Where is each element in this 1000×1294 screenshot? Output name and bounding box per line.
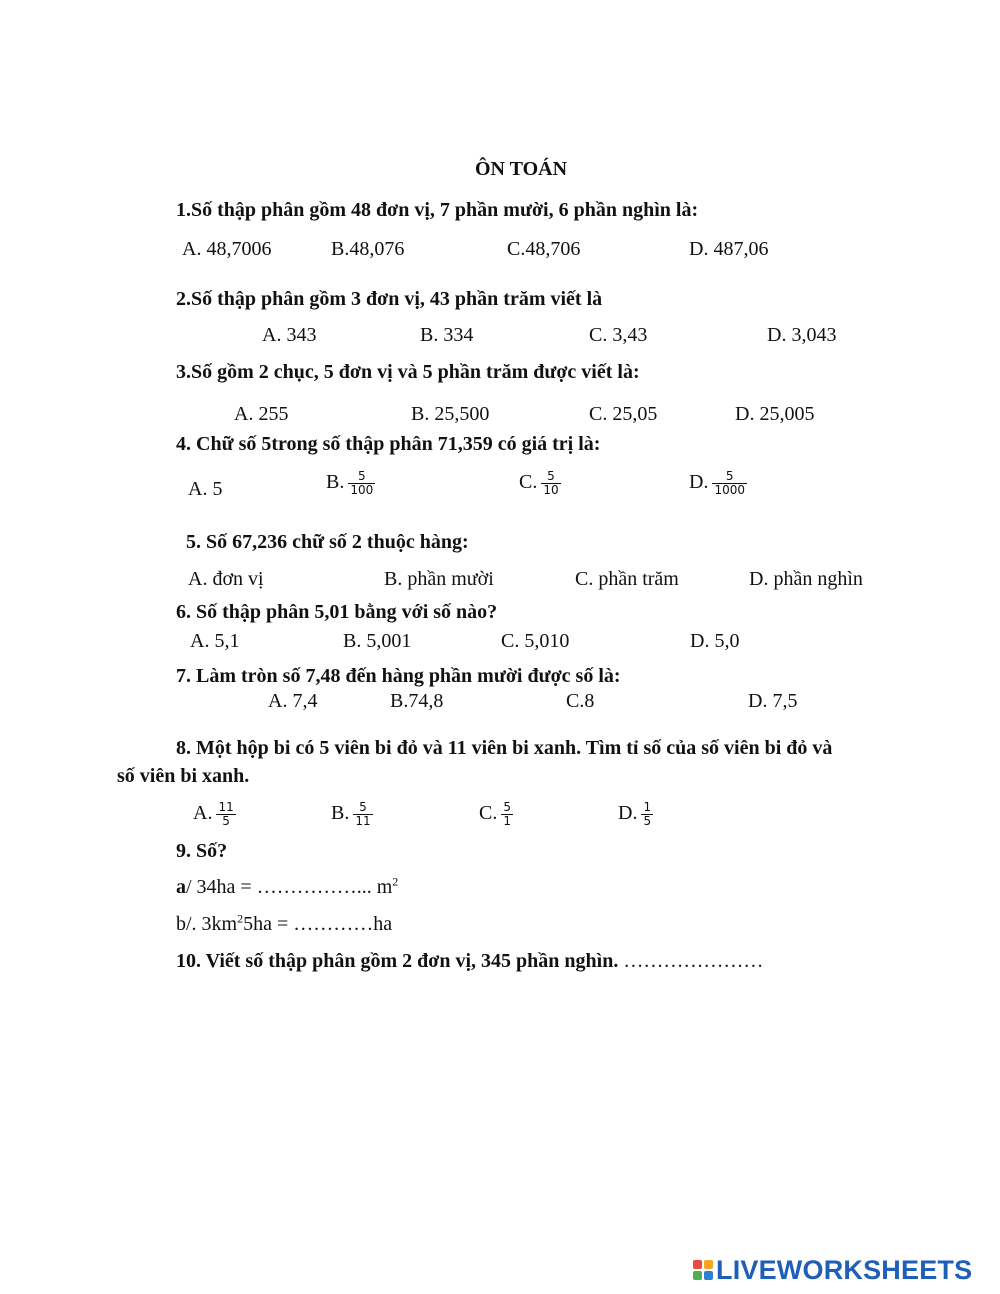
logo-mark-icon	[693, 1260, 713, 1280]
q5-option-c[interactable]: C. phần trăm	[575, 568, 679, 590]
fraction: $\frac{5}{100}$	[350, 469, 374, 497]
q1-option-d[interactable]: D. 487,06	[689, 238, 769, 260]
q9-part-b-text-2: 5ha = …………ha	[243, 913, 393, 935]
question-7: 7. Làm tròn số 7,48 đến hàng phần mười được số là:	[176, 665, 621, 687]
question-1: 1.Số thập phân gồm 48 đơn vị, 7 phần mười, 6 phần nghìn là:	[176, 199, 699, 221]
question-10-text: 10. Viết số thập phân gồm 2 đơn vị, 345 phần nghìn.	[176, 950, 619, 972]
fraction: $\frac{5}{1000}$	[714, 469, 745, 497]
q8-option-c-label: C.	[479, 802, 498, 825]
fraction: $\frac{5}{10}$	[543, 469, 559, 497]
q6-option-a[interactable]: A. 5,1	[190, 630, 240, 652]
q5-option-d[interactable]: D. phần nghìn	[749, 568, 863, 590]
q4-option-b-label: B.	[326, 471, 345, 494]
q4-option-d[interactable]	[689, 470, 747, 497]
q7-option-c[interactable]: C.8	[566, 690, 595, 712]
q6-option-c[interactable]: C. 5,010	[501, 630, 570, 652]
question-8-line-1: 8. Một hộp bi có 5 viên bi đỏ và 11 viên bi xanh. Tìm tỉ số của số viên bi đỏ và	[176, 737, 833, 759]
q6-option-b[interactable]: B. 5,001	[343, 630, 412, 652]
q8-option-b-label: B.	[331, 802, 350, 825]
q9-part-a[interactable]	[176, 876, 398, 899]
question-10-blank[interactable]: …………………	[618, 950, 764, 972]
q5-option-a[interactable]: A. đơn vị	[188, 568, 264, 590]
q8-option-a-label: A.	[193, 802, 213, 825]
q4-option-b[interactable]	[326, 470, 375, 497]
q7-option-d[interactable]: D. 7,5	[748, 690, 798, 712]
q3-option-a[interactable]: A. 255	[234, 403, 289, 425]
q4-option-c[interactable]	[519, 470, 561, 497]
q8-option-b[interactable]	[331, 801, 373, 828]
q1-option-c[interactable]: C.48,706	[507, 238, 581, 260]
q7-option-a[interactable]: A. 7,4	[268, 690, 318, 712]
liveworksheets-logo	[693, 1252, 972, 1288]
q6-option-d[interactable]: D. 5,0	[690, 630, 740, 652]
q9-part-a-sup: 2	[392, 874, 399, 889]
question-4: 4. Chữ số 5trong số thập phân 71,359 có giá trị là:	[176, 433, 601, 455]
question-9: 9. Số?	[176, 840, 228, 862]
q9-part-a-prefix: a	[176, 876, 186, 898]
logo-text: LIVEWORKSHEETS	[716, 1254, 973, 1285]
q1-option-a[interactable]: A. 48,7006	[182, 238, 272, 260]
question-8-line-2: số viên bi xanh.	[117, 765, 250, 787]
q9-part-b-sup: 2	[237, 911, 244, 926]
q3-option-b[interactable]: B. 25,500	[411, 403, 490, 425]
question-2: 2.Số thập phân gồm 3 đơn vị, 43 phần trăm viết là	[176, 288, 603, 310]
q5-option-b[interactable]: B. phần mười	[384, 568, 494, 590]
question-5: 5. Số 67,236 chữ số 2 thuộc hàng:	[186, 531, 469, 553]
q1-option-b[interactable]: B.48,076	[331, 238, 405, 260]
q7-option-b[interactable]: B.74,8	[390, 690, 444, 712]
fraction: $\frac{5}{1}$	[503, 800, 511, 828]
q2-option-a[interactable]: A. 343	[262, 324, 317, 346]
q4-option-d-label: D.	[689, 471, 709, 494]
logo-square-green	[693, 1271, 702, 1280]
q4-option-a[interactable]: A. 5	[188, 478, 223, 500]
question-3: 3.Số gồm 2 chục, 5 đơn vị và 5 phần trăm được viết là:	[176, 361, 640, 383]
logo-square-red	[693, 1260, 702, 1269]
q8-option-d[interactable]	[618, 801, 653, 828]
q8-option-a[interactable]	[193, 801, 236, 828]
logo-square-blue	[704, 1271, 713, 1280]
fraction: $\frac{1}{5}$	[643, 800, 652, 828]
fraction: $\frac{11}{5}$	[218, 800, 234, 828]
question-6: 6. Số thập phân 5,01 bằng với số nào?	[176, 601, 498, 623]
q3-option-c[interactable]: C. 25,05	[589, 403, 658, 425]
q2-option-c[interactable]: C. 3,43	[589, 324, 648, 346]
q9-part-b-text-1: b/. 3km	[176, 913, 238, 935]
q2-option-b[interactable]: B. 334	[420, 324, 474, 346]
page-title: ÔN TOÁN	[475, 158, 568, 180]
q3-option-d[interactable]: D. 25,005	[735, 403, 815, 425]
q4-option-c-label: C.	[519, 471, 538, 494]
q9-part-b[interactable]	[176, 913, 392, 936]
q8-option-d-label: D.	[618, 802, 638, 825]
q9-part-a-text: / 34ha = ……………... m	[186, 876, 393, 898]
logo-square-orange	[704, 1260, 713, 1269]
q8-option-c[interactable]	[479, 801, 513, 828]
q2-option-d[interactable]: D. 3,043	[767, 324, 837, 346]
question-10	[176, 950, 763, 973]
fraction: $\frac{5}{11}$	[355, 800, 371, 828]
